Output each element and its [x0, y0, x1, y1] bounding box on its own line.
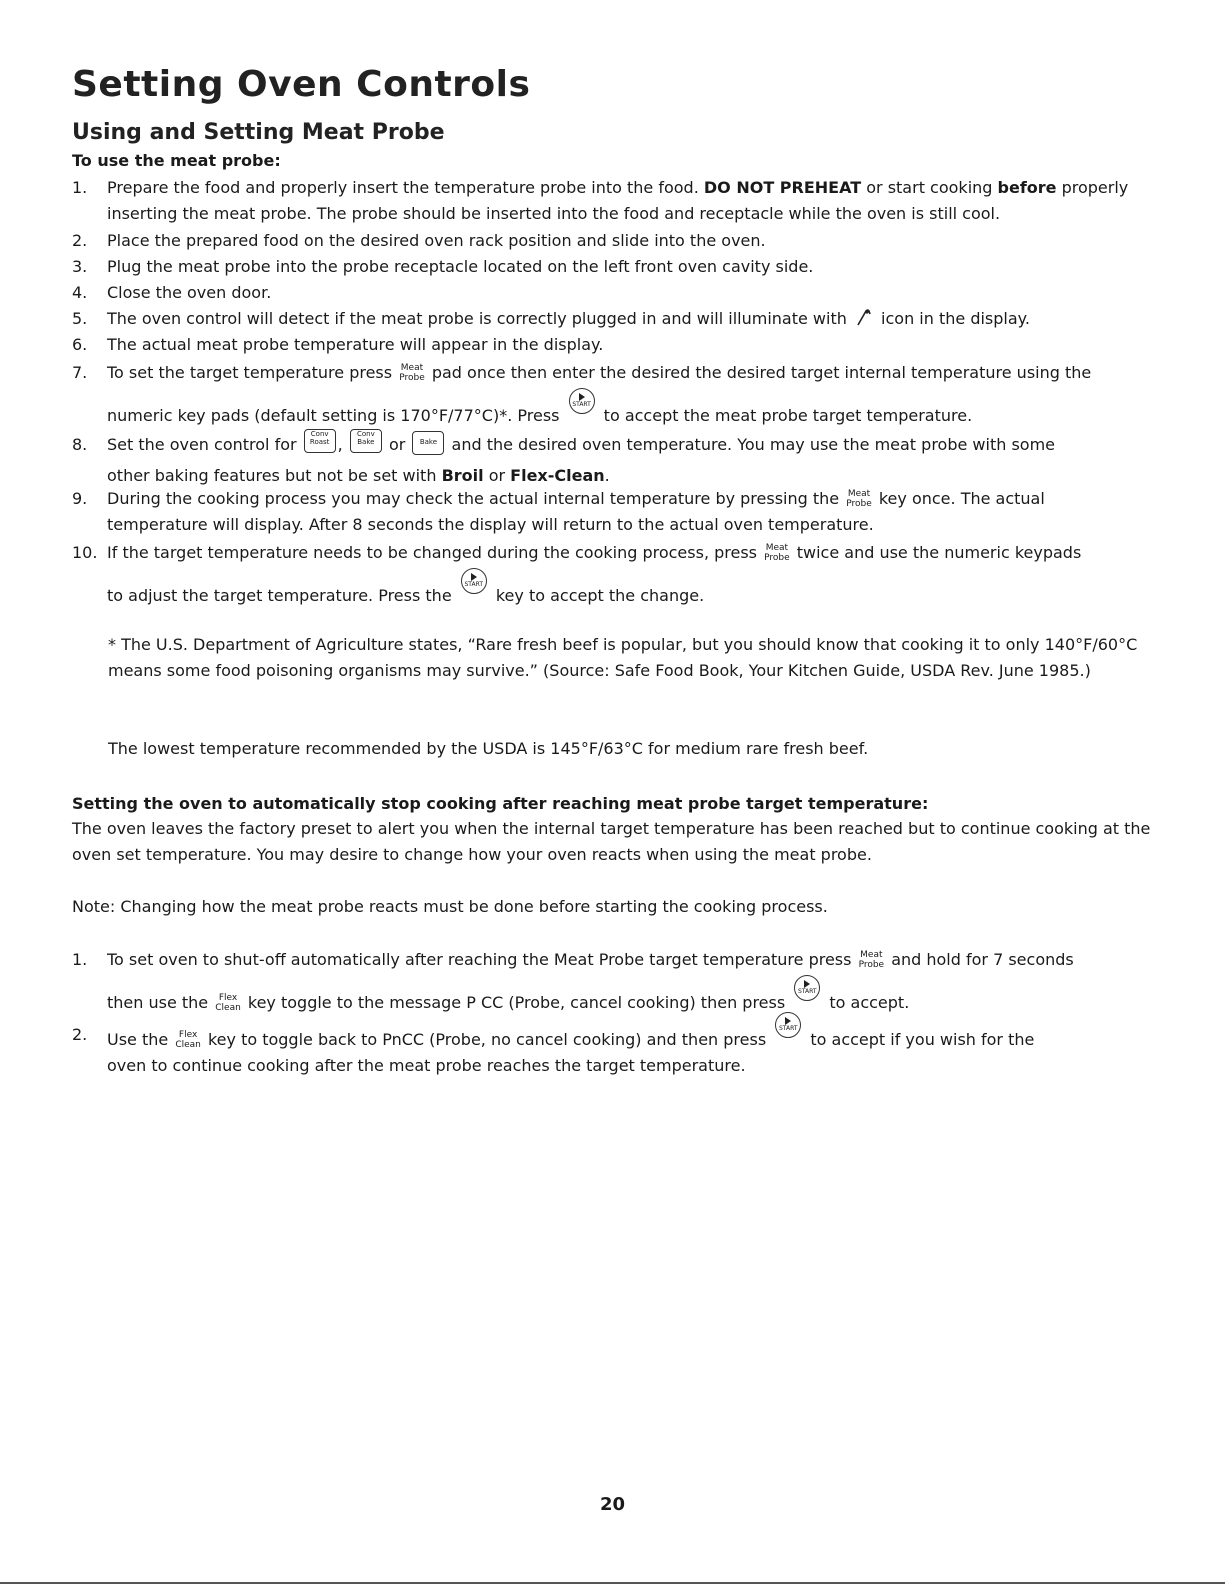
step-number: 1.	[72, 950, 88, 969]
key-label: Meat	[847, 489, 871, 499]
key-label: Clean	[175, 1040, 201, 1050]
flex-clean-key-icon	[215, 994, 241, 1013]
step-text: to accept the meat probe target temperature.	[603, 406, 973, 425]
step-text: oven to continue cooking after the meat probe reaches the target temperature.	[107, 1056, 746, 1075]
page-title: Setting Oven Controls	[72, 64, 531, 105]
key-label: Roast	[309, 438, 330, 446]
auto-stop-step-1	[72, 947, 1152, 1016]
step-text: or start cooking	[861, 178, 998, 197]
key-label: Clean	[215, 1003, 241, 1013]
step-text: then use the	[107, 993, 209, 1012]
step-number: 2.	[72, 231, 88, 250]
step-text: If the target temperature needs to be changed during the cooking process, press	[107, 543, 758, 562]
step-2	[72, 228, 1152, 254]
step-number: 4.	[72, 283, 88, 302]
step-number: 2.	[72, 1025, 88, 1044]
step-1	[72, 175, 1152, 227]
step-text: key once. The actual	[878, 489, 1045, 508]
step-text: key toggle to the message P CC (Probe, cancel cooking) then press	[247, 993, 786, 1012]
step-9	[72, 486, 1152, 538]
step-text: pad once then enter the desired the desired target internal temperature using the	[431, 363, 1092, 382]
subheading-use-probe: To use the meat probe:	[72, 151, 281, 170]
step-6	[72, 332, 1152, 358]
key-label: Probe	[399, 373, 425, 383]
key-label: Probe	[846, 499, 872, 509]
meat-probe-key-icon	[859, 951, 885, 970]
conv-bake-key-icon	[350, 429, 382, 453]
bottom-border	[0, 1582, 1225, 1584]
step-text: to accept if you wish for the	[810, 1030, 1035, 1049]
step-text: or	[483, 466, 511, 485]
factory-preset-paragraph: The oven leaves the factory preset to alert you when the internal target temperature has been reached but to continue cooking at the oven set temperature. You may desire to change how your oven reacts when using the meat probe.	[72, 819, 1151, 864]
step-text: key to accept the change.	[495, 586, 705, 605]
step-text: properly inserting the meat probe. The probe should be inserted into the food and receptacle while the oven is still cool.	[107, 178, 1129, 223]
step-7	[72, 360, 1152, 429]
bold-text: DO NOT PREHEAT	[703, 178, 862, 197]
conv-roast-key-icon	[304, 429, 336, 453]
step-8	[72, 432, 1152, 489]
step-text: twice and use the numeric keypads	[796, 543, 1082, 562]
step-text: Prepare the food and properly insert the temperature probe into the food.	[107, 178, 704, 197]
bake-key-icon	[412, 431, 444, 455]
step-number: 5.	[72, 309, 88, 328]
step-10	[72, 540, 1152, 609]
meat-probe-key-icon	[764, 544, 790, 563]
bold-text: Flex-Clean	[510, 466, 605, 485]
key-label: Flex	[218, 993, 238, 1003]
step-text: numeric key pads (default setting is 170°F/77°C)*. Press	[107, 406, 560, 425]
separator: or	[388, 435, 406, 454]
subheading-auto-stop: Setting the oven to automatically stop cooking after reaching meat probe target temperature:	[72, 794, 929, 813]
key-label: Probe	[764, 553, 790, 563]
separator: ,	[337, 435, 343, 454]
step-text: and the desired oven temperature. You may use the meat probe with some	[451, 435, 1056, 454]
section-title: Using and Setting Meat Probe	[72, 120, 445, 145]
key-label: START	[798, 988, 817, 995]
step-text: key to toggle back to PnCC (Probe, no cancel cooking) and then press	[207, 1030, 767, 1049]
start-key-icon	[775, 1012, 801, 1038]
step-3	[72, 254, 1152, 280]
key-label: Meat	[765, 543, 789, 553]
step-text: .	[604, 466, 610, 485]
lowest-temperature-note: The lowest temperature recommended by the USDA is 145°F/63°C for medium rare fresh beef.	[108, 739, 869, 758]
key-label: Bake	[357, 438, 375, 446]
note-paragraph: Note: Changing how the meat probe reacts must be done before starting the cooking process.	[72, 897, 828, 916]
step-number: 3.	[72, 257, 88, 276]
step-number: 1.	[72, 178, 88, 197]
step-text: and hold for 7 seconds	[891, 950, 1074, 969]
step-text: icon in the display.	[881, 309, 1030, 328]
step-4	[72, 280, 1152, 306]
bold-text: before	[997, 178, 1057, 197]
key-label: START	[572, 401, 591, 408]
meat-probe-icon	[856, 308, 872, 326]
key-label: Conv	[310, 430, 329, 438]
step-text: Place the prepared food on the desired oven rack position and slide into the oven.	[107, 231, 766, 250]
bold-text: Broil	[441, 466, 484, 485]
meat-probe-key-icon	[399, 364, 425, 383]
step-text: Close the oven door.	[107, 283, 272, 302]
step-text: To set the target temperature press	[107, 363, 393, 382]
step-number: 9.	[72, 489, 88, 508]
step-text: During the cooking process you may check the actual internal temperature by pressing the	[107, 489, 840, 508]
meat-probe-key-icon	[846, 490, 872, 509]
step-text: to accept.	[829, 993, 910, 1012]
page-number: 20	[599, 1494, 626, 1515]
step-text: Plug the meat probe into the probe receptacle located on the left front oven cavity side.	[107, 257, 814, 276]
step-text: To set oven to shut-off automatically after reaching the Meat Probe target temperature press	[107, 950, 852, 969]
key-label: START	[464, 581, 484, 588]
step-text: other baking features but not be set with	[107, 466, 442, 485]
key-label: Meat	[400, 363, 424, 373]
step-text: The oven control will detect if the meat probe is correctly plugged in and will illuminate with	[107, 309, 847, 328]
key-label: Meat	[860, 950, 883, 960]
key-label: START	[779, 1025, 798, 1032]
flex-clean-key-icon	[175, 1031, 201, 1050]
step-text: temperature will display. After 8 seconds the display will return to the actual oven temperature.	[107, 515, 874, 534]
step-number: 6.	[72, 335, 88, 354]
step-text: Set the oven control for	[107, 435, 297, 454]
key-label: Flex	[178, 1030, 198, 1040]
key-label: Probe	[858, 960, 885, 970]
step-number: 7.	[72, 363, 88, 382]
step-text: The actual meat probe temperature will appear in the display.	[107, 335, 604, 354]
key-label: Conv	[356, 430, 375, 438]
step-number: 8.	[72, 435, 88, 454]
step-number: 10.	[72, 543, 98, 562]
step-text: to adjust the target temperature. Press the	[107, 586, 452, 605]
start-key-icon	[794, 975, 820, 1001]
start-key-icon	[569, 388, 595, 414]
step-5	[72, 306, 1152, 332]
key-label: Bake	[419, 438, 438, 446]
step-text: Use the	[107, 1030, 169, 1049]
usda-footnote: * The U.S. Department of Agriculture states, “Rare fresh beef is popular, but you should know that cooking it to only 140°F/60°C means some food poisoning organisms may survive.” (Source: Safe Food Book, Your Kitchen Guide, USDA Rev. June 1985.)	[108, 635, 1138, 680]
auto-stop-step-2	[72, 1022, 1152, 1079]
start-key-icon	[461, 568, 487, 594]
